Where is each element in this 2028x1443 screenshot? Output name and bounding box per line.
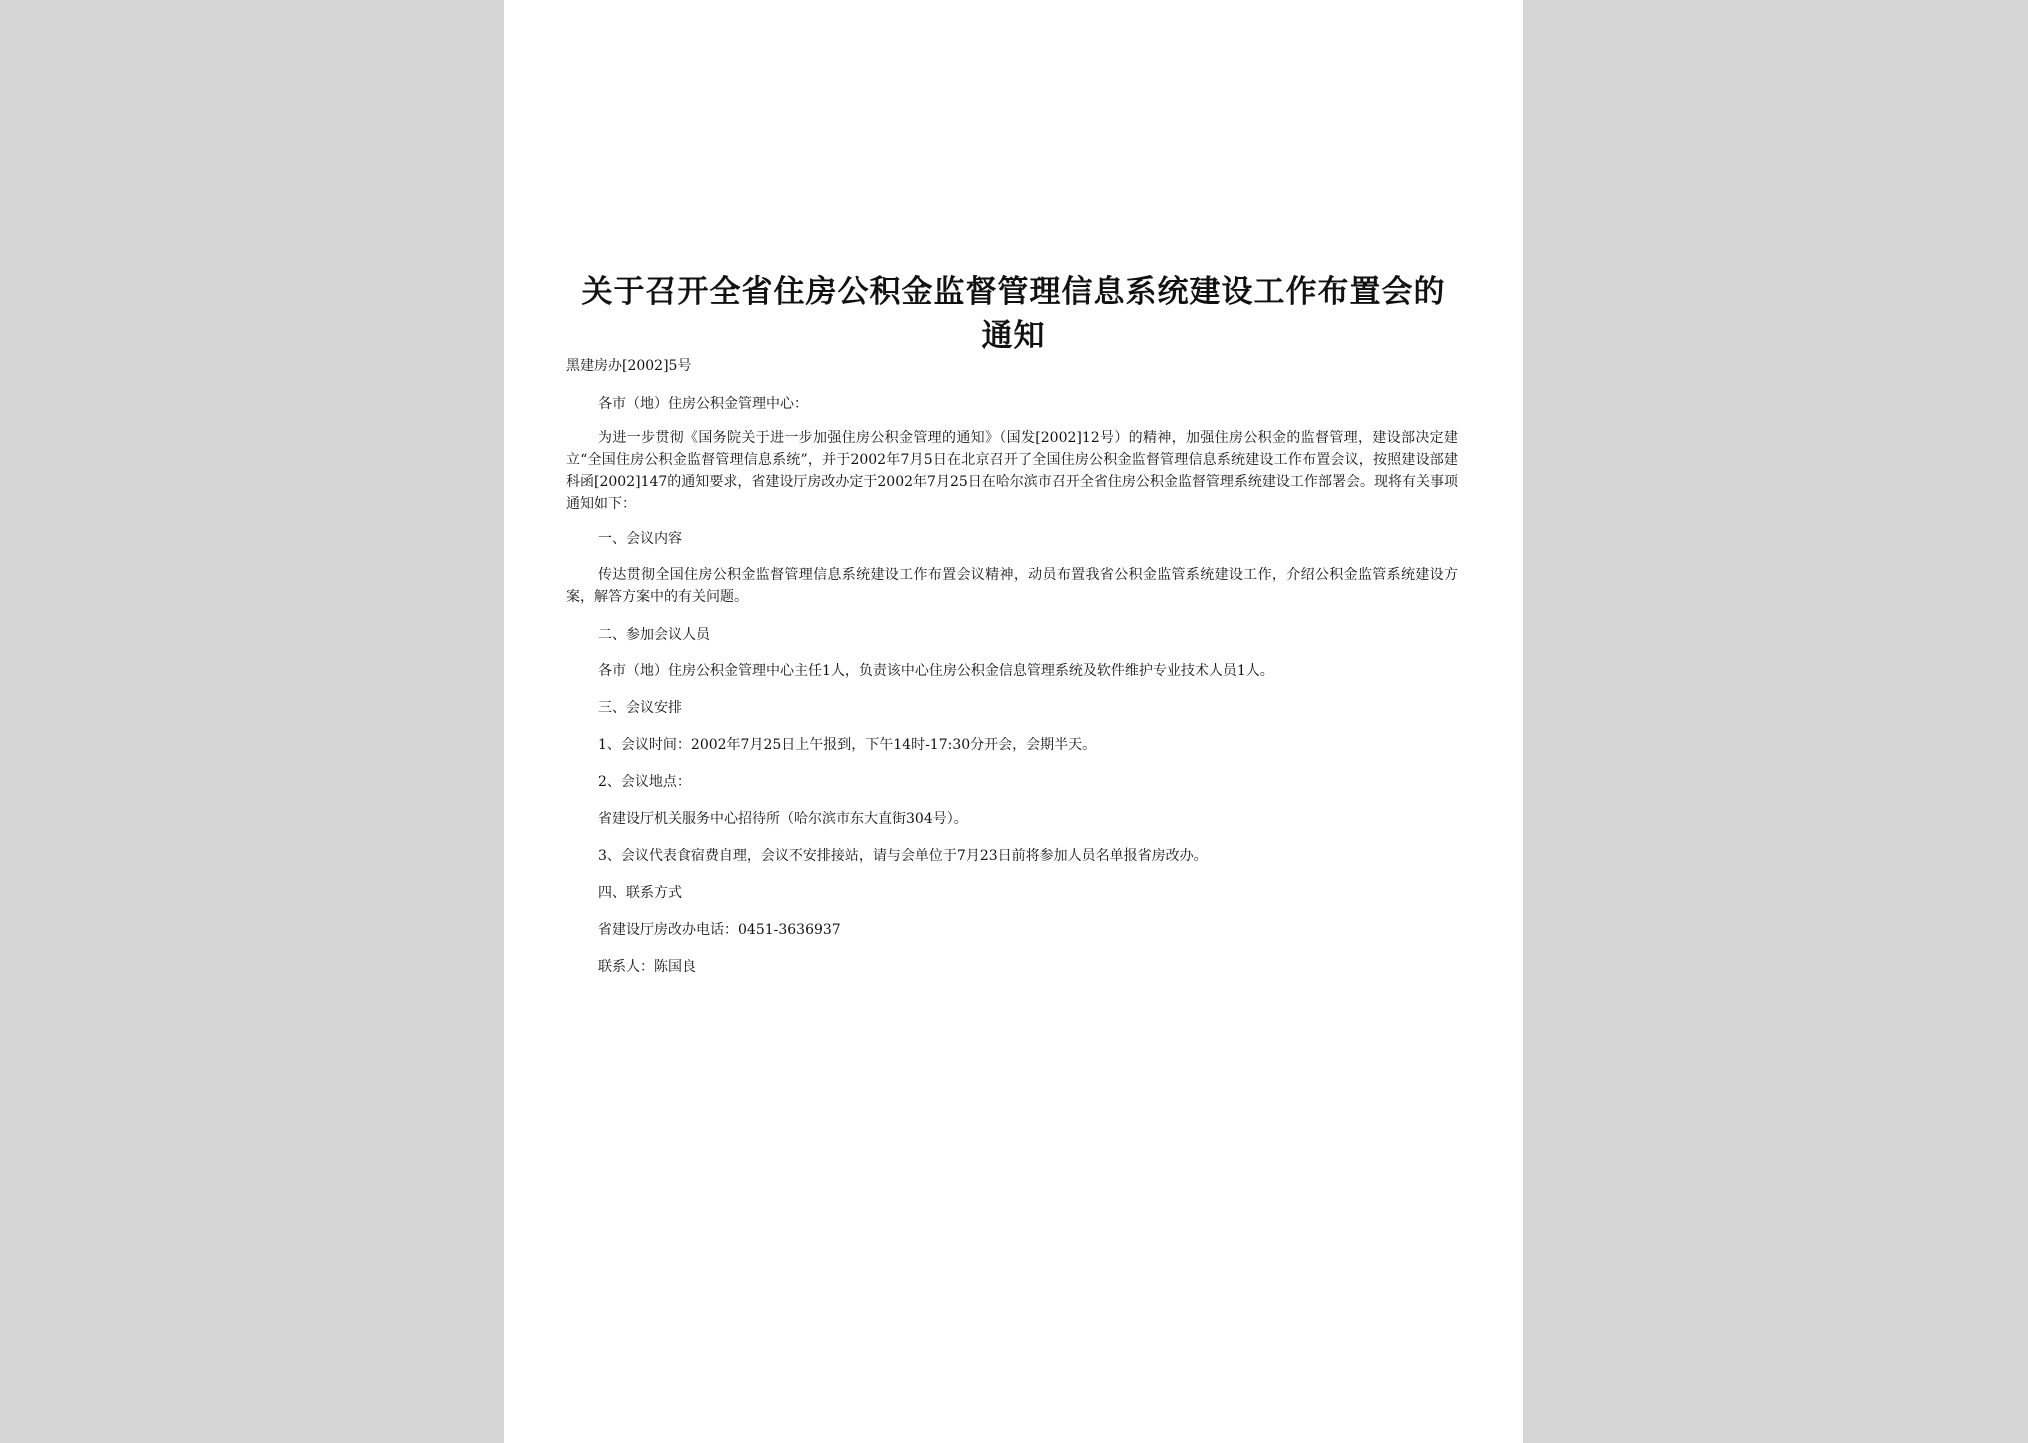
- document-page: [504, 0, 1523, 1443]
- contact-phone: 省建设厅房改办电话：0451-3636937: [598, 922, 841, 938]
- document-number: 黑建房办[2002]5号: [566, 358, 692, 374]
- section-3-location: 省建设厅机关服务中心招待所（哈尔滨市东大直街304号）。: [598, 811, 968, 827]
- section-3-heading: 三、会议安排: [598, 700, 682, 716]
- section-3-item-3: 3、会议代表食宿费自理，会议不安排接站，请与会单位于7月23日前将参加人员名单报省房改办。: [598, 848, 1208, 864]
- section-4-heading: 四、联系方式: [598, 885, 682, 901]
- document-title: 关于召开全省住房公积金监督管理信息系统建设工作布置会的通知: [581, 274, 1446, 354]
- contact-person: 联系人：陈国良: [598, 959, 696, 975]
- addressee: 各市（地）住房公积金管理中心：: [598, 396, 808, 412]
- intro-paragraph: 为进一步贯彻《国务院关于进一步加强住房公积金管理的通知》（国发[2002]12号）的精神，加强住房公积金的监督管理，建设部决定建立“全国住房公积金监督管理信息系统”，并于2002年7月5日在北京召开了全国住房公积金监督管理信息系统建设工作布置会议，按照建设部建科函[2002]147的通知要求，省建设厅房改办定于2002年7月25日在哈尔滨市召开全省住房公积金监督管理系统建设工作部署会。现将有关事项通知如下：: [566, 430, 1458, 512]
- section-2-body: 各市（地）住房公积金管理中心主任1人，负责该中心住房公积金信息管理系统及软件维护专业技术人员1人。: [598, 663, 1274, 679]
- section-1-body: 传达贯彻全国住房公积金监督管理信息系统建设工作布置会议精神，动员布置我省公积金监管系统建设工作，介绍公积金监管系统建设方案，解答方案中的有关问题。: [566, 567, 1458, 605]
- section-2-heading: 二、参加会议人员: [598, 627, 710, 643]
- section-1-heading: 一、会议内容: [598, 531, 682, 547]
- section-3-item-2: 2、会议地点：: [598, 774, 691, 790]
- section-3-item-1: 1、会议时间：2002年7月25日上午报到，下午14时-17:30分开会，会期半天。: [598, 737, 1097, 753]
